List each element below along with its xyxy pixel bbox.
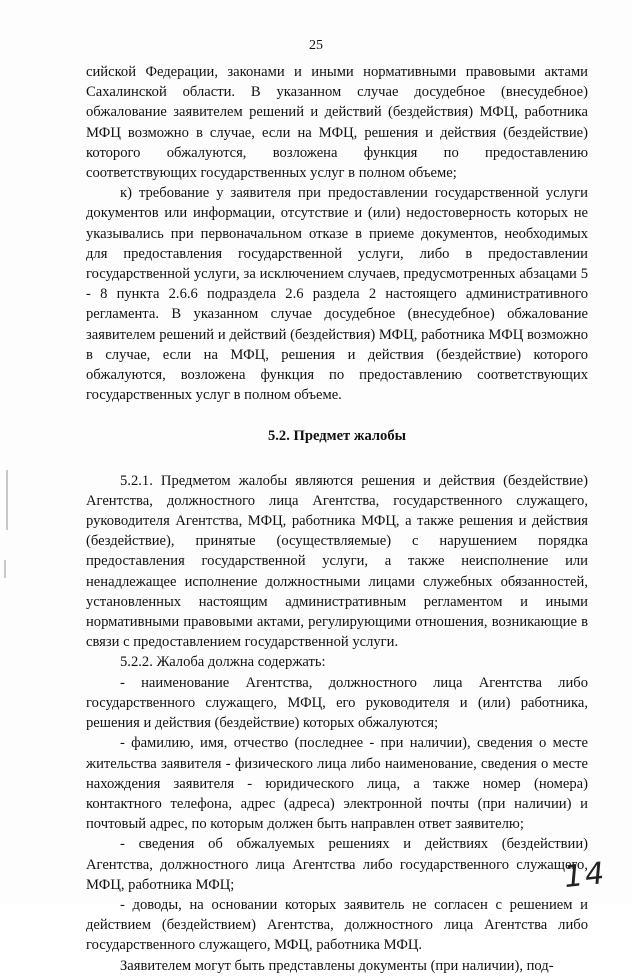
list-item-arguments: - доводы, на основании которых заявитель не согласен с решением и действием (бездействием) Агентства, должностного лица Агентства либо государственного служащего, МФЦ, работника МФЦ. <box>86 896 588 954</box>
list-item-decisions: - сведения об обжалуемых решениях и действиях (бездействии) Агентства, должностного лица Агентства либо государственного служащего, МФЦ, работника МФЦ; <box>86 836 588 893</box>
scan-edge-mark <box>4 560 6 578</box>
page-number: 25 <box>309 38 323 53</box>
scan-edge-mark <box>6 470 8 530</box>
paragraph-documents: Заявителем могут быть представлены документы (при наличии), под- <box>120 957 554 974</box>
paragraph-5-2-2: 5.2.2. Жалоба должна содержать: <box>120 654 326 671</box>
list-item-name: - наименование Агентства, должностного лица Агентства либо государственного служащего, МФЦ, его руководителя и (или) работника, решения и действия (бездействие) которых обжалуются; <box>86 674 588 732</box>
document-body <box>86 62 588 976</box>
list-item-applicant-details: - фамилию, имя, отчество (последнее - при наличии), сведения о месте жительства заявителя - физического лица либо наименование, сведения о месте нахождения заявителя - юридического лица, а также номер (номера) контактного телефона, адрес (адреса) электронной почты (при наличии) и почтовый адрес, по которым должен быть направлен ответ заявителю; <box>86 735 588 833</box>
paragraph-5-2-1: 5.2.1. Предметом жалобы являются решения и действия (бездействие) Агентства, должностного лица Агентства, государственного служащего, руководителя Агентства, МФЦ, работника МФЦ, а также решения и действия (бездействие), принятые (осуществляемые) с нарушением порядка предоставления государственной услуги, а также неисполнение или ненадлежащее исполнение должностными лицами служебных обязанностей, установленных настоящим административным регламентом и иными нормативными правовыми актами, регулирующими отношения, возникающие в связи с предоставлением государственной услуги. <box>86 472 588 651</box>
paragraph-continuation: сийской Федерации, законами и иными нормативными правовыми актами Сахалинской области. В указанном случае досудебное (внесудебное) обжалование заявителем решений и действий (бездействия) МФЦ, работника МФЦ возможно в случае, если на МФЦ, решения и действия (бездействие) которого обжалуются, возложена функция по предоставлению соответствующих государственных услуг в полном объеме; <box>86 64 588 182</box>
paragraph-item-k: к) требование у заявителя при предоставлении государственной услуги документов или информации, отсутствие и (или) недостоверность которых не указывались при первоначальном отказе в приеме документов, необходимых для предоставления государственной услуги, либо в предоставлении государственной услуги, за исключением случаев, предусмотренных абзацами 5 - 8 пункта 2.6.6 подраздела 2.6 раздела 2 настоящего административного регламента. В указанном случае досудебное (внесудебное) обжалование заявителем решений и действий (бездействия) МФЦ, работника МФЦ возможно в случае, если на МФЦ, решения и действия (бездействие) которого обжалуются, возложена функция по предоставлению соответствующих государственных услуг в полном объеме. <box>86 185 588 404</box>
section-heading: 5.2. Предмет жалобы <box>267 428 407 445</box>
handwritten-page-number: 14 <box>562 855 608 896</box>
